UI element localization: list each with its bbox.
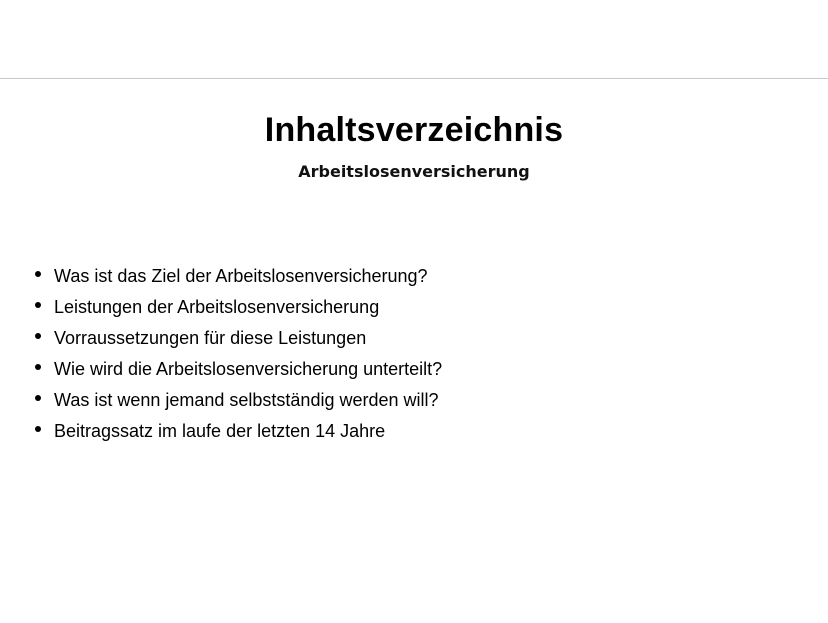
slide-title: Inhaltsverzeichnis (264, 111, 564, 149)
top-divider (0, 78, 828, 79)
slide-subtitle: Arbeitslosenversicherung (298, 162, 530, 181)
list-item (30, 355, 790, 386)
list-item-text: Beitragssatz im laufe der letzten 14 Jahre (54, 421, 386, 441)
table-of-contents-list (30, 262, 790, 448)
bullet-icon (35, 426, 41, 432)
bullet-icon (35, 271, 41, 277)
list-item (30, 262, 790, 293)
bullet-icon (35, 302, 41, 308)
list-item-text: Was ist das Ziel der Arbeitslosenversicherung? (54, 266, 428, 286)
bullet-icon (35, 364, 41, 370)
list-item-text: Leistungen der Arbeitslosenversicherung (54, 297, 380, 317)
list-item (30, 417, 790, 448)
list-item (30, 324, 790, 355)
list-item-text: Wie wird die Arbeitslosenversicherung unterteilt? (54, 359, 443, 379)
list-item-text: Vorraussetzungen für diese Leistungen (54, 328, 367, 348)
list-item-text: Was ist wenn jemand selbstständig werden will? (54, 390, 439, 410)
list-item (30, 293, 790, 324)
list-item (30, 386, 790, 417)
bullet-icon (35, 395, 41, 401)
bullet-icon (35, 333, 41, 339)
